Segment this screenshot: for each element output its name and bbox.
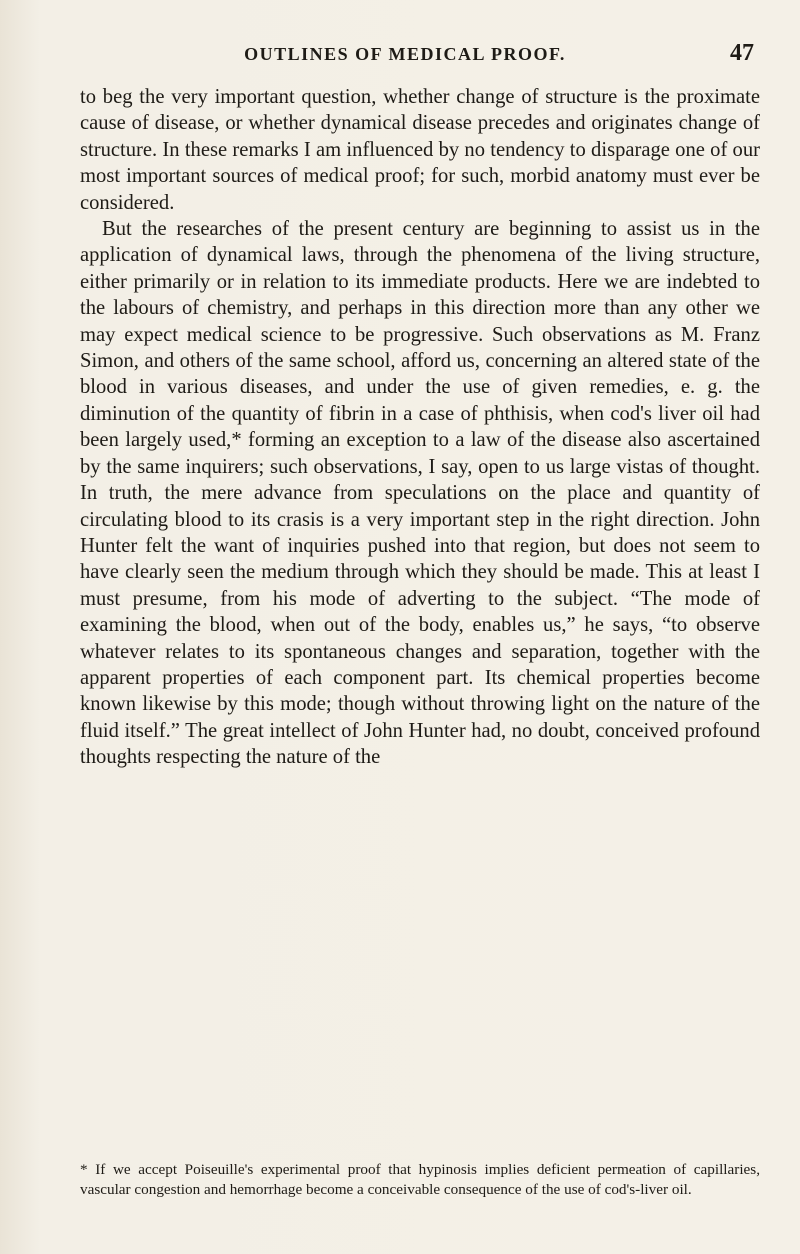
body-text bbox=[80, 84, 760, 771]
paragraph-1: to beg the very important question, whether change of structure is the proximate cause of disease, or whether dynamical disease precedes and originates change of structure. In these remarks I am influenced by no tendency to disparage one of our most important sources of medical proof; for such, morbid anatomy must ever be considered. bbox=[80, 86, 760, 214]
footnote: * If we accept Poiseuille's experimental proof that hypinosis implies deficient permeation of capillaries, vascular congestion and hemorrhage become a conceivable consequence of the use of cod's-liver oil. bbox=[80, 1161, 760, 1198]
running-title: OUTLINES OF MEDICAL PROOF. bbox=[244, 44, 566, 64]
page-header bbox=[80, 40, 760, 76]
paragraph-2: But the researches of the present century are beginning to assist us in the application of dynamical laws, through the phenomena of the living structure, either primarily or in relation to its immediate products. Here we are indebted to the labours of chemistry, and perhaps in this direction more than any other we may expect medical science to be progressive. Such observations as M. Franz Simon, and others of the same school, afford us, concerning an altered state of the blood in various diseases, and under the use of given remedies, e. g. the diminution of the quantity of fibrin in a case of phthisis, when cod's liver oil had been largely used,* forming an exception to a law of the disease also ascertained by the same inquirers; such observations, I say, open to us large vistas of thought. In truth, the mere advance from speculations on the place and quantity of circulating blood to its crasis is a very important step in the right direction. John Hunter felt the want of inquiries pushed into that region, but does not seem to have clearly seen the medium through which they should be made. This at least I must presume, from his mode of adverting to the subject. “The mode of examining the blood, when out of the body, enables us,” he says, “to observe whatever relates to its spontaneous changes and separation, together with the apparent properties of each component part. Its chemical properties become known likewise by this mode; though without throwing light on the nature of the fluid itself.” The great intellect of John Hunter had, no doubt, conceived profound thoughts respecting the nature of the bbox=[80, 218, 760, 769]
page-number: 47 bbox=[730, 40, 754, 66]
